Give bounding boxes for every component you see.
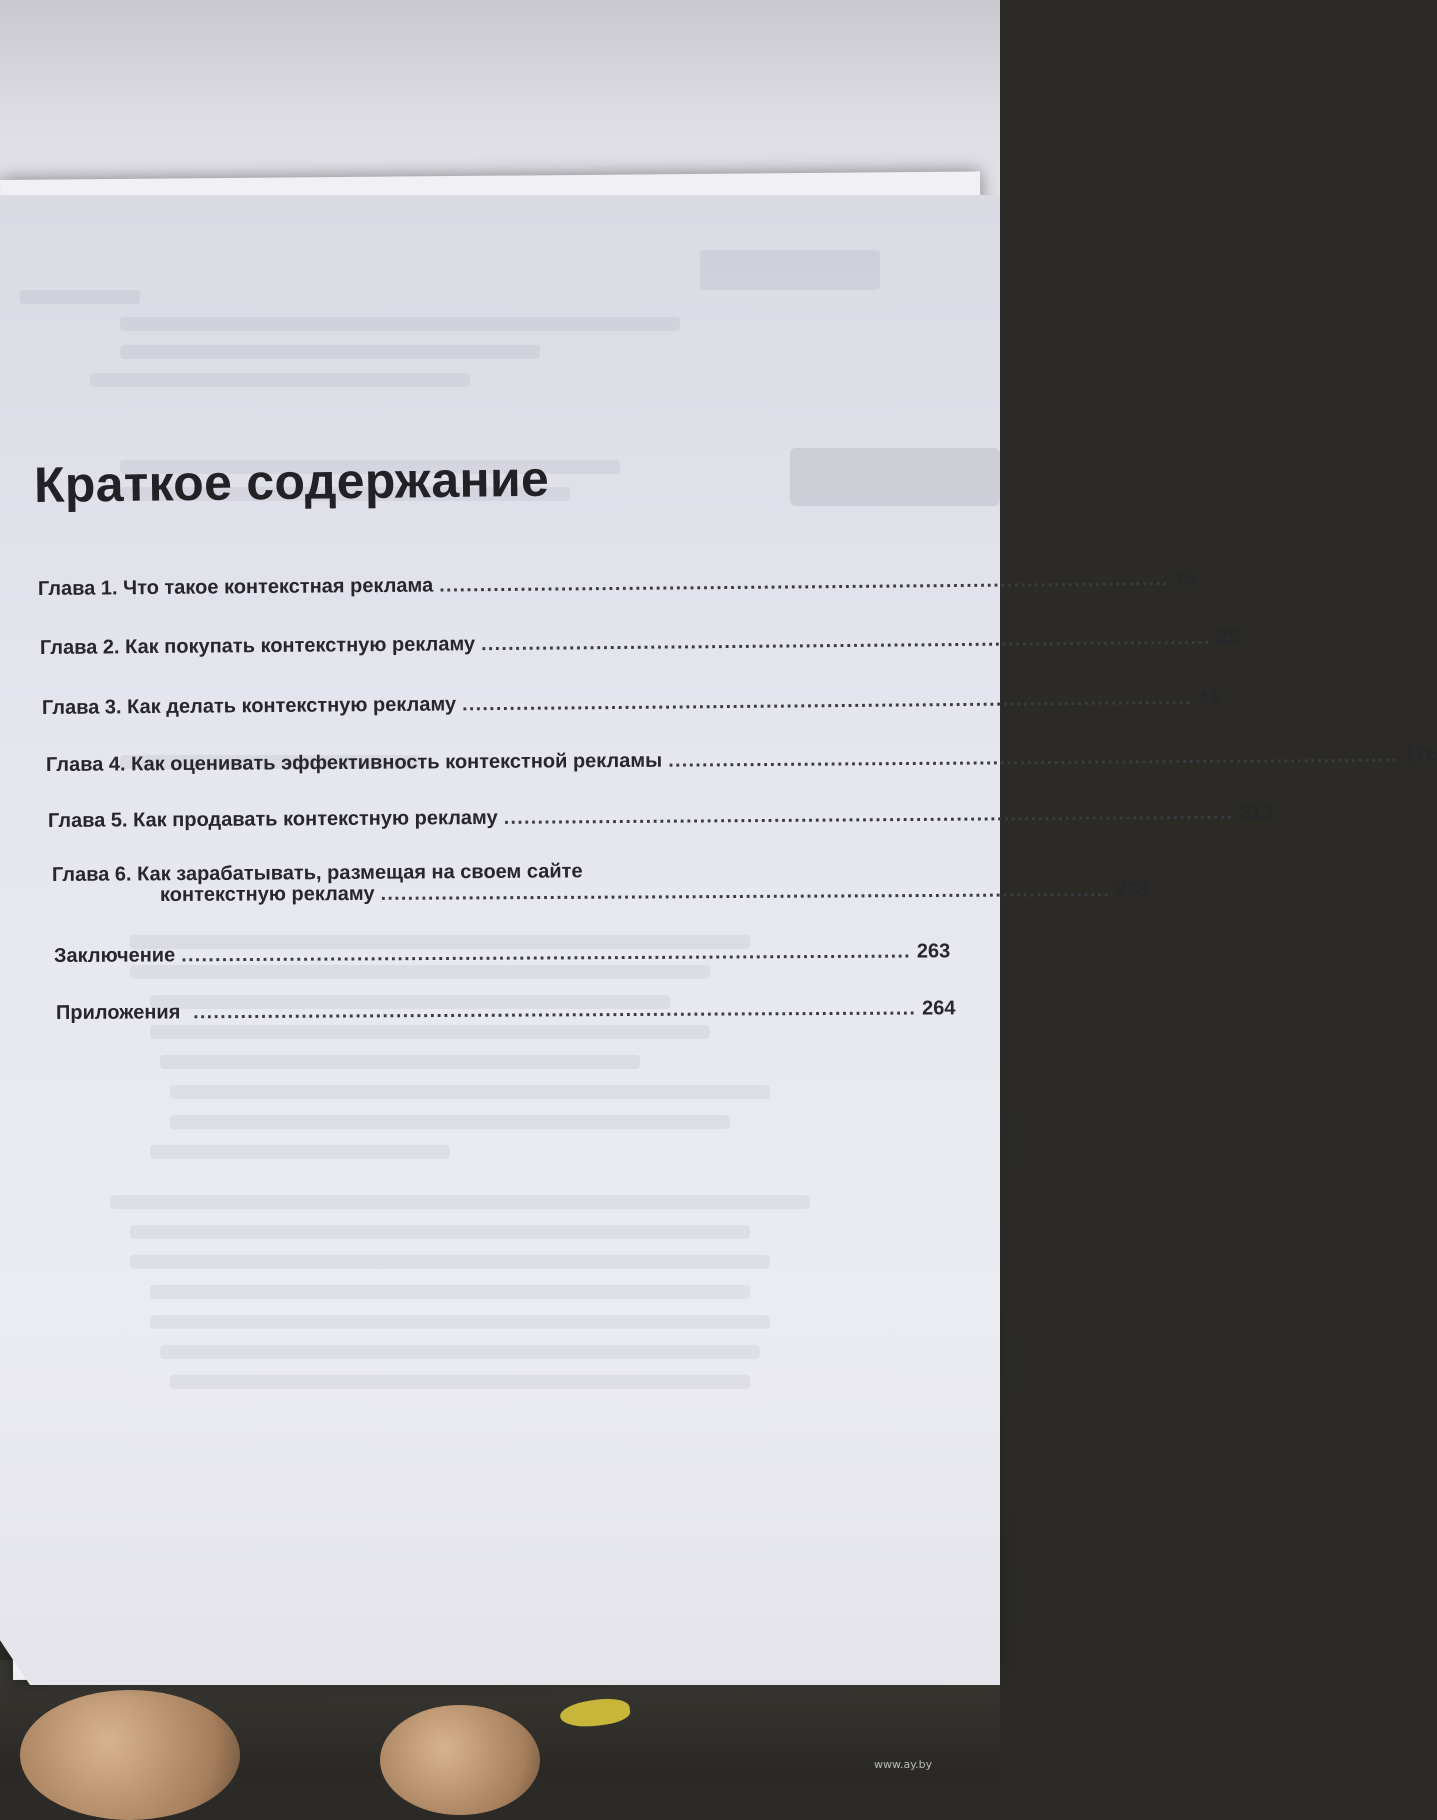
toc-dot-leader: ............................................................................................................ [461, 686, 1192, 716]
toc-entry-label: Глава 3. Как делать контекстную рекламу [41, 693, 457, 719]
toc-entry-page: 233 [1116, 878, 1150, 901]
toc-entry-page: 175 [1403, 744, 1437, 767]
toc-entry-label: Глава 4. Как оценивать эффективность контекстной рекламы [45, 749, 663, 776]
toc-dot-leader: ............................................................................................................ [439, 568, 1169, 597]
toc-entry [45, 744, 1437, 777]
toc-entry-label: Глава 1. Что такое контекстная реклама [37, 574, 434, 600]
watermark: www.ay.by [874, 1758, 933, 1771]
toc-entry-label: Глава 2. Как покупать контекстную рекламу [39, 633, 476, 659]
toc-entry [47, 801, 1273, 833]
toc-dot-leader: ........................................................................................................... [186, 997, 917, 1024]
toc-entry-label: контекстную рекламу [159, 882, 375, 906]
toc-entry-label: Глава 5. Как продавать контекстную рекламу [47, 806, 498, 832]
toc-entry-page: 41 [1197, 686, 1221, 709]
toc-dot-leader: ............................................................................................................ [181, 940, 911, 967]
toc-entry-label-line1: Глава 6. Как зарабатывать, размещая на своем сайте [51, 860, 583, 886]
toc-entry [159, 878, 1150, 907]
toc-entry-page: 264 [922, 997, 956, 1020]
toc-entry-label: Заключение [53, 944, 176, 967]
toc-dot-leader: ............................................................................................................ [380, 879, 1111, 905]
toc-entry-page: 263 [916, 940, 951, 963]
toc-entry [41, 686, 1221, 720]
toc-entry-page: 25 [1216, 626, 1240, 649]
toc-entry [53, 940, 951, 968]
toc-entry [37, 567, 1198, 601]
toc-entry [55, 997, 956, 1025]
page-title: Краткое содержание [33, 450, 550, 513]
toc-dot-leader: ............................................................................................................ [668, 744, 1399, 772]
toc-entry-page: 213 [1239, 801, 1273, 824]
toc-entry-label: Приложения [55, 1001, 181, 1024]
toc-dot-leader: ............................................................................................................ [503, 801, 1234, 829]
toc-entry [39, 626, 1240, 660]
toc-entry-page: 15 [1174, 567, 1198, 591]
toc-dot-leader: ............................................................................................................ [480, 626, 1211, 656]
